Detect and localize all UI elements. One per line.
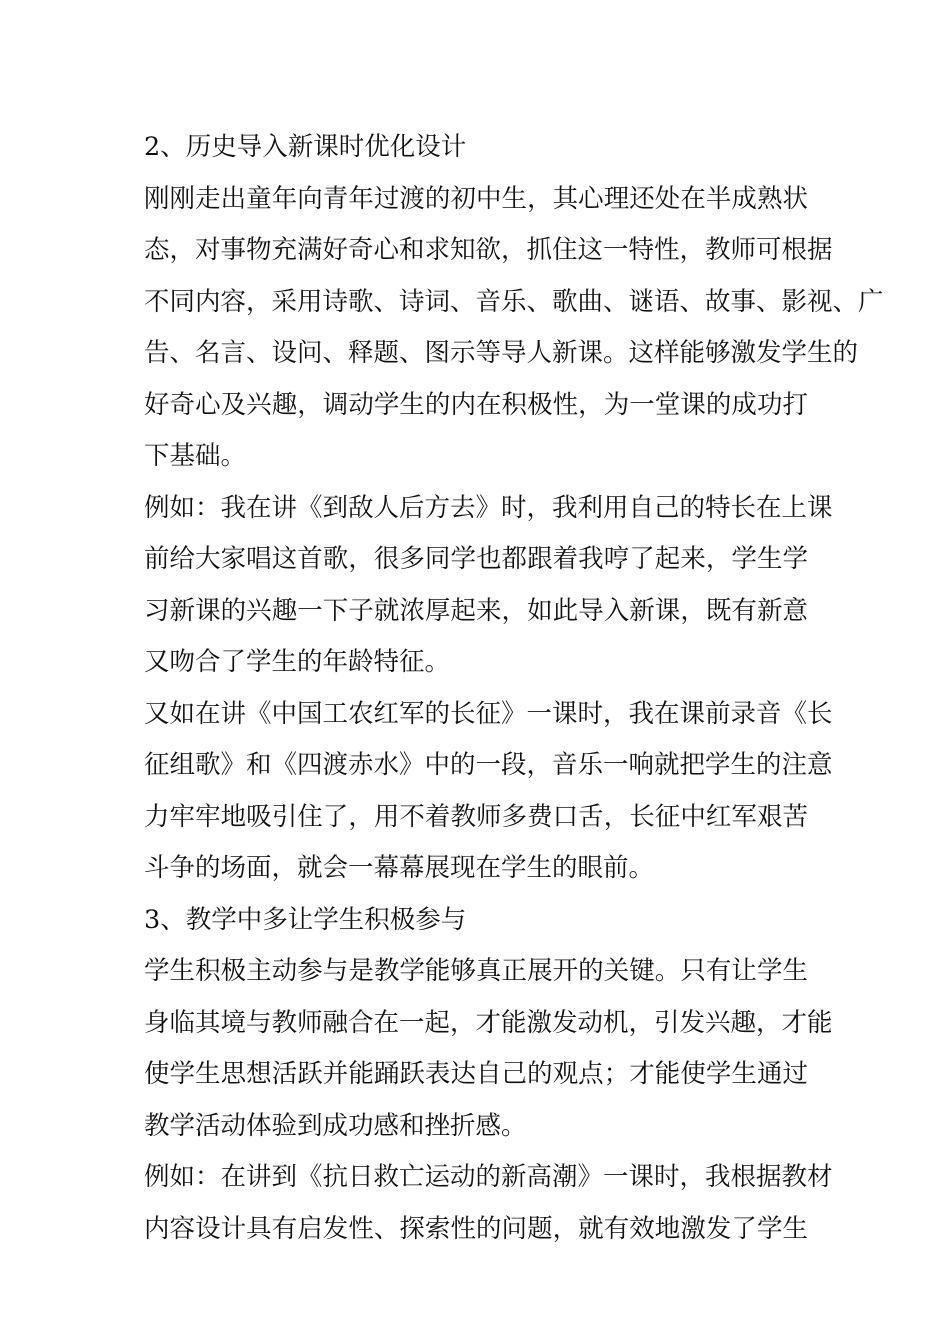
example-line: 前给大家唱这首歌，很多同学也都跟着我哼了起来，学生学 [144,544,808,574]
paragraph-line: 下基础。 [144,441,247,471]
paragraph-line: 不同内容，采用诗歌、诗词、音乐、歌曲、谜语、故事、影视、广 [144,286,884,317]
paragraph-line: 教学活动体验到成功感和挫折感。 [144,1110,527,1141]
paragraph-line: 态，对事物充满好奇心和求知欲，抓住这一特性，教师可根据 [144,235,833,265]
example-line: 斗争的场面，就会一幕幕展现在学生的眼前。 [144,853,655,883]
paragraph-line: 学生积极主动参与是教学能够真正展开的关键。只有让学生 [144,956,808,986]
paragraph-line: 使学生思想活跃并能踊跃表达自己的观点；才能使学生通过 [144,1059,808,1089]
paragraph-line: 刚刚走出童年向青年过渡的初中生，其心理还处在半成熟状 [144,183,808,214]
example-line: 例如：我在讲《到敌人后方去》时，我利用自己的特长在上课 [144,492,833,523]
document-body [144,122,884,1255]
section-heading-3: 3、教学中多让学生积极参与 [144,904,467,935]
example-line: 例如：在讲到《抗日救亡运动的新高潮》一课时，我根据教材 [144,1162,833,1192]
example-line: 又吻合了学生的年龄特征。 [144,647,451,677]
paragraph-line: 好奇心及兴趣，调动学生的内在积极性，为一堂课的成功打 [144,389,808,420]
example-line: 习新课的兴趣一下子就浓厚起来，如此导入新课，既有新意 [144,595,808,626]
example-line: 力牢牢地吸引住了，用不着教师多费口舌，长征中红军艰苦 [144,801,808,832]
example-line: 内容设计具有启发性、探索性的问题，就有效地激发了学生 [144,1213,808,1244]
paragraph-line: 身临其境与教师融合在一起，才能激发动机，引发兴趣，才能 [144,1007,833,1038]
paragraph-line: 告、名言、设问、释题、图示等导人新课。这样能够激发学生的 [144,338,859,368]
example-line: 又如在讲《中国工农红军的长征》一课时，我在课前录音《长 [144,698,833,729]
section-heading-2: 2、历史导入新课时优化设计 [144,132,467,162]
example-line: 征组歌》和《四渡赤水》中的一段，音乐一响就把学生的注意 [144,750,833,780]
